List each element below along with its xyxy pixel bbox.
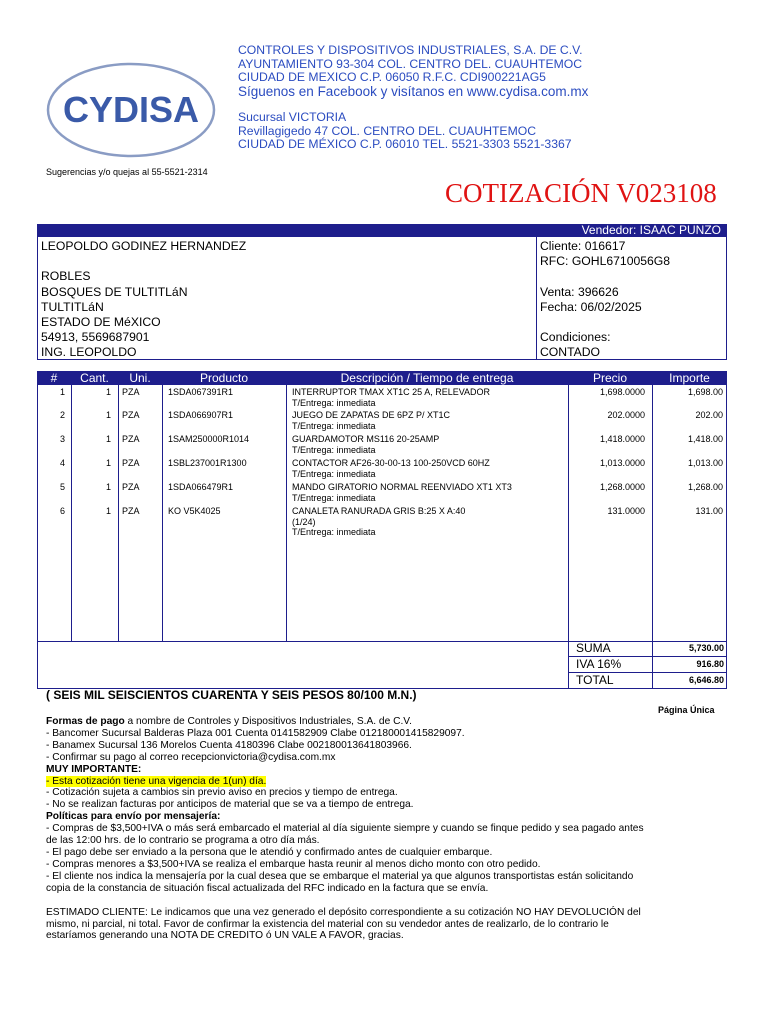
row-unit: PZA [122,506,140,516]
detail-line: Fecha: 06/02/2025 [540,299,642,314]
row-price: 1,013.0000 [599,458,645,468]
total-label-total: TOTAL [576,673,614,687]
total-label-suma: SUMA [576,641,611,655]
important-line: - Cotización sujeta a cambios sin previo aviso en precios y tiempo de entrega. [46,787,398,799]
row-delivery-time: T/Entrega: inmediata [292,492,376,503]
row-product-code: 1SDA066907R1 [168,410,234,420]
row-delivery-time: T/Entrega: inmediata [292,397,376,408]
row-unit: PZA [122,458,140,468]
customer-line: LEOPOLDO GODINEZ HERNANDEZ [41,239,247,253]
customer-line: 54913, 5569687901 [41,330,150,345]
important-title: MUY IMPORTANTE: [46,763,142,775]
row-number: 1 [59,387,65,397]
row-number: 6 [59,506,65,516]
payment-line: - Confirmar su pago al correo recepcionvictoria@cydisa.com.mx [46,751,336,763]
col-header-unit: Uni. [129,371,151,385]
col-header-price: Precio [592,371,627,385]
row-amount: 1,268.00 [687,482,723,492]
row-product-code: 1SBL237001R1300 [168,458,247,468]
row-delivery-time: T/Entrega: inmediata [292,468,376,479]
row-unit: PZA [122,482,140,492]
company-line: CONTROLES Y DISPOSITIVOS INDUSTRIALES, S.A. DE C.V. [238,43,583,57]
row-delivery-time: T/Entrega: inmediata [292,420,376,431]
amount-in-words: ( SEIS MIL SEISCIENTOS CUARENTA Y SEIS PESOS 80/100 M.N.) [46,688,417,702]
customer-address [41,239,246,361]
col-divider [118,371,119,641]
col-header-product: Producto [199,371,249,385]
row-unit: PZA [122,387,140,397]
page-label: Página Única [658,705,715,715]
customer-line: BOSQUES DE TULTITLáN [41,284,188,299]
row-product-code: 1SAM250000R1014 [168,434,250,444]
closing-line: mismo, ni parcial, ni total. Favor de confirmar la existencia del material con su vendedor antes de realizarlo, de lo contrario le [46,918,609,930]
row-qty: 1 [105,482,111,492]
col-header-qty: Cant. [80,371,109,385]
row-delivery-time: T/Entrega: inmediata [292,527,376,537]
customer-details [540,239,670,361]
payment-line: - Banamex Sucursal 136 Morelos Cuenta 4180396 Clabe 002180013641803966. [46,739,412,751]
row-product-code: 1SDA066479R1 [168,482,234,492]
branch-line: Revillagigedo 47 COL. CENTRO DEL. CUAUHTEMOC [238,123,536,138]
row-unit: PZA [122,434,140,444]
vendor-bar [37,224,727,237]
suggestion-line: Sugerencias y/o quejas al 55-5521-2314 [46,167,208,177]
row-description: INTERRUPTOR TMAX XT1C 25 A, RELEVADOR [292,387,491,397]
quote-title: COTIZACIÓN V023108 [445,178,717,208]
validity-highlight: - Esta cotización tiene una vigencia de 1(un) día. [46,775,267,787]
closing-line: estaríamos generando una NOTA DE CREDITO ó UN VALE A FAVOR, gracias. [46,930,404,942]
row-amount: 131.00 [695,506,723,516]
total-value-suma: 5,730.00 [688,643,724,653]
row-qty: 1 [105,506,111,516]
customer-line [41,254,246,269]
total-label-iva: IVA 16% [576,657,622,671]
row-description: CANALETA RANURADA GRIS B:25 X A:40 [292,506,466,516]
customer-line: ING. LEOPOLDO [41,345,137,360]
col-header-description: Descripción / Tiempo de entrega [340,371,514,385]
row-number: 3 [59,434,65,444]
row-price: 131.0000 [607,506,645,516]
total-value-total: 6,646.80 [688,675,724,685]
shipping-line: - El cliente nos indica la mensajería por la cual desea que se embarque el material ya que algunos transportistas están solicitando [46,870,634,882]
totals-box [37,641,727,689]
detail-line [540,269,670,284]
detail-line: Venta: 396626 [540,284,619,299]
row-amount: 1,698.00 [687,387,723,397]
row-price: 1,698.0000 [599,387,645,397]
row-number: 5 [59,482,65,492]
table-header [37,371,727,385]
company-header [238,44,588,152]
total-value-iva: 916.80 [696,659,724,669]
shipping-line: copia de la constancia de situación fiscal actualizada del RFC indicado en la factura que se envía. [46,882,489,894]
col-header-number: # [50,371,58,385]
payment-line: - Bancomer Sucursal Balderas Plaza 001 Cuenta 0141582909 Clabe 012180001415829097. [46,727,465,739]
row-delivery-time: T/Entrega: inmediata [292,444,376,455]
payment-intro: a nombre de Controles y Dispositivos Industriales, S.A. de C.V. [124,716,412,727]
col-header-amount: Importe [669,371,710,385]
shipping-line: - Compras menores a $3,500+IVA se realiza el embarque hasta reunir al menos dicho monto con otro pedido. [46,858,541,870]
vendor-label: Vendedor: ISAAC PUNZO [581,223,721,237]
row-description: MANDO GIRATORIO NORMAL REENVIADO XT1 XT3 [292,482,512,492]
row-product-code: KO V5K4025 [168,506,221,516]
row-price: 202.0000 [607,410,645,420]
company-line: CIUDAD DE MEXICO C.P. 06050 R.F.C. CDI900221AG5 [238,70,546,84]
row-amount: 1,013.00 [687,458,723,468]
logo-text: CYDISA [62,89,200,130]
row-amount: 202.00 [695,410,723,420]
company-web-line: Síguenos en Facebook y visítanos en www.cydisa.com.mx [238,83,589,99]
shipping-line: - Compras de $3,500+IVA o más será embarcado el material al día siguiente siempre y cuando se finque pedido y sea pagado antes [46,823,644,835]
shipping-title: Políticas para envío por mensajería: [46,811,221,823]
branch-line: Sucursal VICTORIA [238,110,347,124]
customer-divider [536,237,537,360]
important-line: - No se realizan facturas por anticipos de material que se va a tiempo de entrega. [46,799,414,811]
customer-line: TULTITLáN [41,299,104,314]
company-line: AYUNTAMIENTO 93-304 COL. CENTRO DEL. CUAUHTEMOC [238,56,583,71]
closing-line: ESTIMADO CLIENTE: Le indicamos que una vez generado el depósito correspondiente a su cotización NO HAY DEVOLUCIÓN del [46,906,641,918]
row-number: 2 [59,410,65,420]
row-description: GUARDAMOTOR MS116 20-25AMP [292,434,440,444]
row-description: JUEGO DE ZAPATAS DE 6PZ P/ XT1C [292,410,451,420]
row-product-code: 1SDA067391R1 [168,387,234,397]
row-qty: 1 [105,458,111,468]
row-qty: 1 [105,434,111,444]
detail-line: Condiciones: [540,330,611,345]
row-description: CONTACTOR AF26-30-00-13 100-250VCD 60HZ [292,458,490,468]
row-price: 1,268.0000 [599,482,645,492]
row-number: 4 [59,458,65,468]
col-divider [162,371,163,641]
customer-line: ROBLES [41,269,91,284]
row-description: (1/24) [292,516,316,527]
row-price: 1,418.0000 [599,434,645,444]
row-qty: 1 [105,410,111,420]
detail-line [540,315,670,330]
row-amount: 1,418.00 [687,434,723,444]
detail-line: CONTADO [540,345,601,360]
branch-line: CIUDAD DE MÉXICO C.P. 06010 TEL. 5521-3303 5521-3367 [238,137,572,151]
row-unit: PZA [122,410,140,420]
cydisa-logo [46,62,216,158]
shipping-line: - El pago debe ser enviado a la persona que le atendió y confirmado antes de cualquier embarque. [46,846,493,858]
customer-line: ESTADO DE MéXICO [41,314,161,329]
shipping-line: de las 12:00 hrs. de lo contrario se programa a otro día más. [46,835,320,847]
detail-line: RFC: GOHL6710056G8 [540,254,671,269]
row-qty: 1 [105,387,111,397]
terms-section [46,716,726,942]
detail-line: Cliente: 016617 [540,239,626,253]
payment-title: Formas de pago [46,716,125,727]
